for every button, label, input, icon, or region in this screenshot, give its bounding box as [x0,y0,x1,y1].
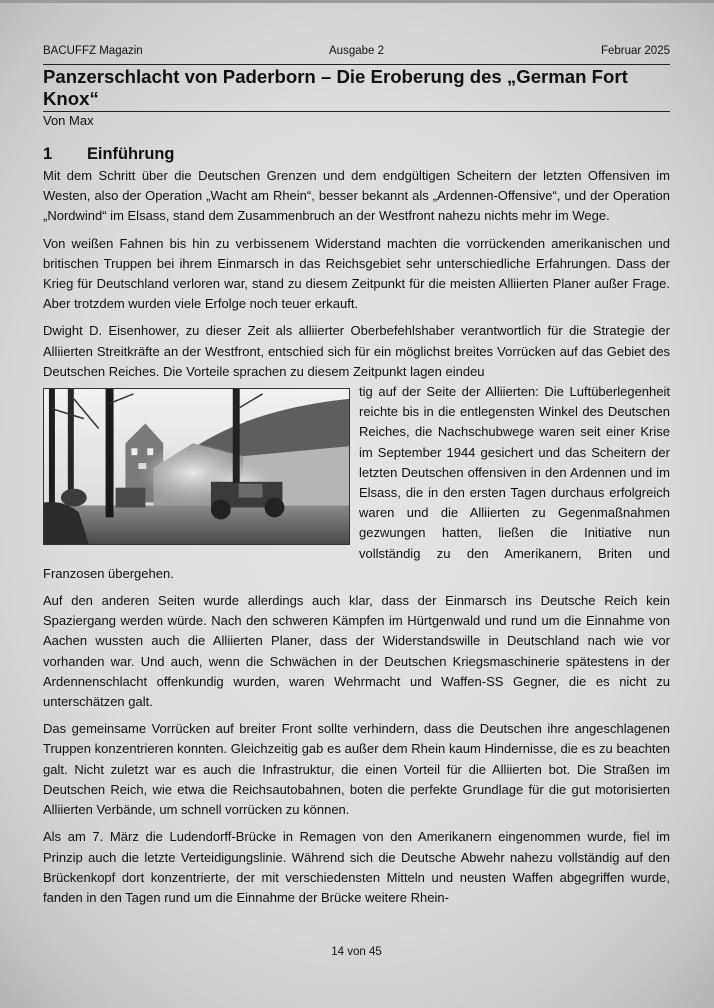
section-title: Einführung [87,145,175,163]
paragraph-5: Das gemeinsame Vorrücken auf breiter Front sollte verhindern, dass die Deutschen ihre angeschlagenen Truppen konzentrieren konnten. Gleichzeitig gab es außer dem Rhein kaum Hindernisse, die es zu beachten galt. Nicht zuletzt war es auch die Infrastruktur, die einen Vorteil für die Alliierten bot. Die Straßen im Deutschen Reich, wie etwa die Reichsautobahnen, boten die perfekte Grundlage für die gut motorisierten Alliierten Verbände, um schnell vorrücken zu können. [43,721,670,818]
article-photo [43,388,350,545]
article-author: Von Max [43,113,94,128]
paragraph-3-part-2: tig auf der Seite der Alliierten: Die Luftüberlegenheit reichte bis in die entlegensten Winkel des Deutschen Reiches, die Nachschubwege waren seit einer Krise im September 1944 gesichert und das Scheitern der letzten Deutschen offensiven in den Ardennen und im Elsass, die in den ersten Tagen durchaus erfolgreich waren und die Alliierten zu Gegenmaßnahmen gezwungen hatten, ließen die Initiative nun vollständig zu den Amerikanern, Briten und Franzosen übergehen. [43,384,670,581]
paragraph-2: Von weißen Fahnen bis hin zu verbissenem Widerstand machten die vorrückenden amerikanischen und britischen Truppen bei ihrem Einmarsch in das Reichsgebiet sehr unterschiedliche Erfahrungen. Dass der Krieg für Deutschland verloren war, stand zu diesem Zeitpunkt für die meisten Alliierten Planer außer Frage. Aber trotzdem wurden viele Erfolge noch teuer erkauft. [43,235,670,312]
paragraph-3 [43,321,670,584]
article-title: Panzerschlacht von Paderborn – Die Eroberung des „German Fort Knox“ [43,66,628,109]
war-photo-image [44,389,349,544]
section-number: 1 [43,145,53,163]
article-body [43,166,670,915]
paragraph-3-part-1: Dwight D. Eisenhower, zu dieser Zeit als alliierter Oberbefehlshaber verantwortlich für die Strategie der Alliierten Streitkräfte an der Westfront, entschied sich für ein möglichst breites Vorrücken auf das Gebiet des Deutschen Reiches. Die Vorteile sprachen zu diesem Zeitpunkt lagen eindeu [43,323,670,379]
page-number: 14 von 45 [331,946,382,958]
paragraph-4: Auf den anderen Seiten wurde allerdings auch klar, dass der Einmarsch ins Deutsche Reich kein Spaziergang werden würde. Nach den schweren Kämpfen im Hürtgenwald und rund um die Einnahme von Aachen wussten auch die Alliierten Planer, dass der Widerstandswille in Deutschland nach wie vor vorhanden war. Und auch, wenn die Schwächen in der Deutschen Kriegsmaschinerie spätestens in der Ardennenschlacht offenkundig wurden, waren Wehrmacht und Waffen-SS Gegner, die es nicht zu unterschätzen galt. [43,593,670,710]
section-heading [43,144,174,164]
title-rule [43,111,670,112]
paragraph-1: Mit dem Schritt über die Deutschen Grenzen und dem endgültigen Scheitern der letzten Offensiven im Westen, also der Operation „Wacht am Rhein“, besser bekannt als „Ardennen-Offensive“, und der Operation „Nordwind“ im Elsass, stand dem Zusammenbruch an der Westfront nahezu nichts mehr im Wege. [43,168,670,224]
window-top-edge [0,0,714,3]
issue-label: Ausgabe 2 [329,45,384,57]
magazine-name: BACUFFZ Magazin [43,45,143,57]
paragraph-6: Als am 7. März die Ludendorff-Brücke in Remagen von den Amerikanern eingenommen wurde, fiel im Prinzip auch die letzte Verteidigungslinie. Während sich die Deutsche Abwehr nahezu vollständig auf den Brückenkopf dort konzentrierte, der mit verschiedensten Mitteln und neusten Waffen abgegriffen wurde, fanden in den Tagen rund um die Einnahme der Brücke weitere Rhein- [43,829,670,905]
running-header [43,43,670,59]
issue-date: Februar 2025 [600,45,670,57]
